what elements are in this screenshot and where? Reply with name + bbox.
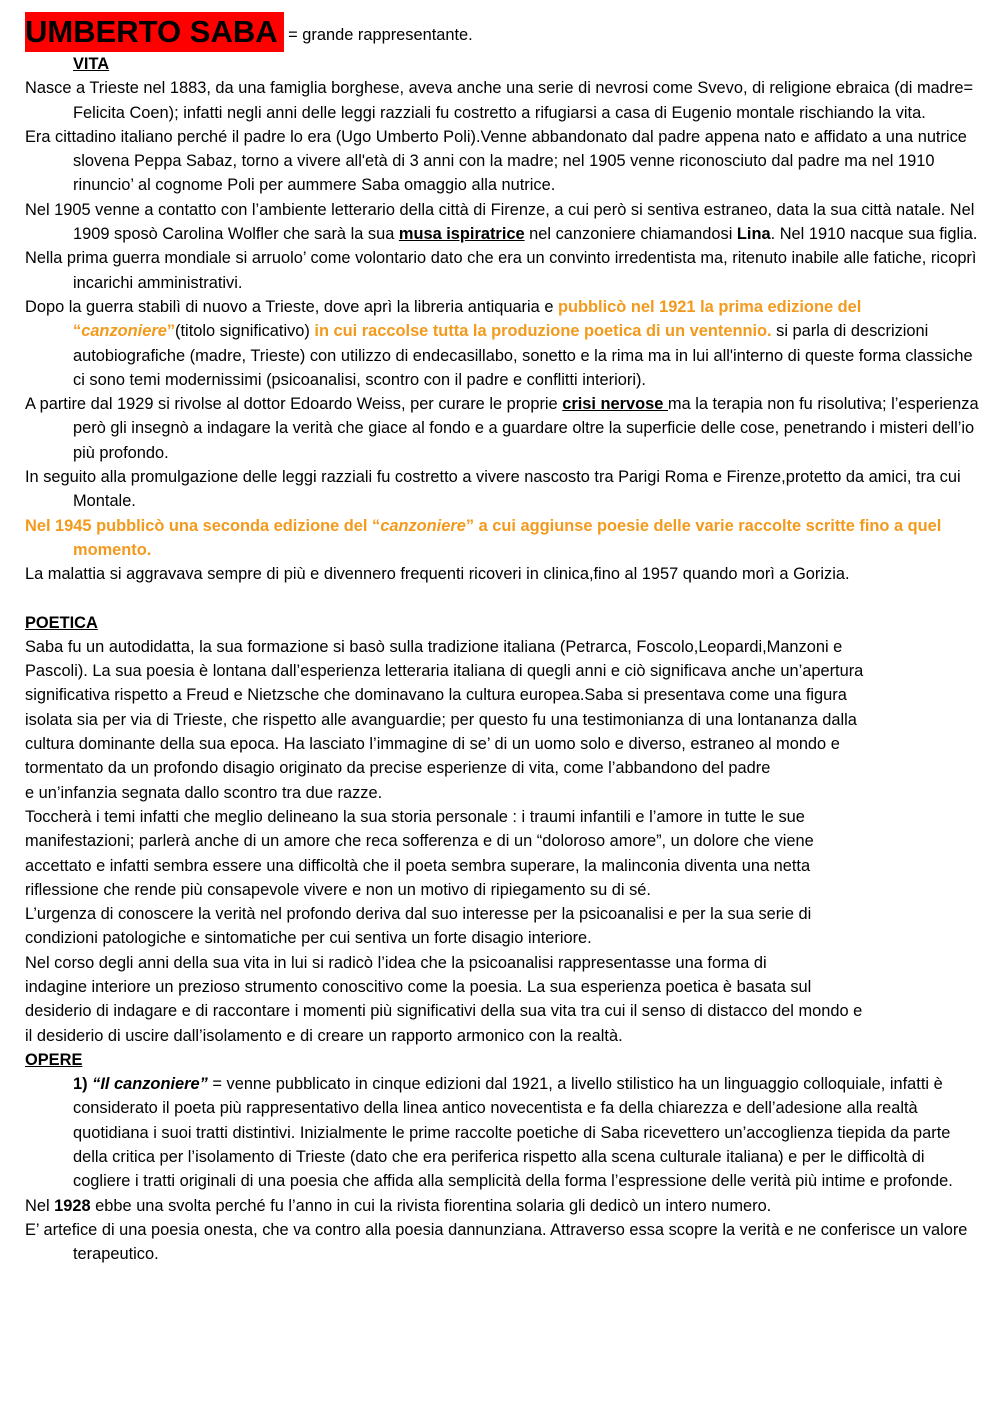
section-spacer	[25, 587, 980, 611]
opere-paragraph-3: E’ artefice di una poesia onesta, che va contro alla poesia dannunziana. Attraverso essa scopre la verità e ne conferisce un valore terapeutico.	[25, 1220, 968, 1264]
vita-paragraph-5: Dopo la guerra stabilì di nuovo a Trieste, dove aprì la libreria antiquaria e pubblicò nel 1921 la prima edizione del “canzoniere”(titolo significativo) in cui raccolse tutta la produzione poetica di un ventennio. si parla di descrizioni autobiografiche (madre, Trieste) con utilizzo di endecasillabo, sonetto e la rima ma in lui all'interno di queste forma classiche ci sono temi modernissimi (psicoanalisi, scontro con il padre e conflitti interiori).	[25, 297, 973, 389]
document-page	[25, 12, 980, 1267]
opere-item-title: “Il canzoniere”	[92, 1075, 208, 1094]
vita-paragraph-3: Nel 1905 venne a contatto con l’ambiente letterario della città di Firenze, a cui però si sentiva estraneo, data la sua città natale. Nel 1909 sposò Carolina Wolfler che sarà la sua musa ispiratrice nel canzoniere chiamandosi Lina. Nel 1910 nacque sua figlia.	[25, 200, 978, 244]
opere-item-1: 1) “Il canzoniere” = venne pubblicato in cinque edizioni dal 1921, a livello stilistico ha un linguaggio colloquiale, infatti è considerato il poeta più rappresentativo della linea antico novecentista e fa della chiarezza e dell’adesione alla realtà quotidiana i suoi tratti distintivi. Inizialmente le prime raccolte poetiche di Saba ricevettero un’accoglienza tiepida da parte della critica per l’isolamento di Trieste (dato che era periferica rispetto alla scena culturale italiana) e per le difficoltà di cogliere i tratti originali di una poesia che affida alla semplicità della forma l’espressione delle verità più intime e profonde.	[73, 1075, 953, 1191]
vita-paragraph-1: Nasce a Trieste nel 1883, da una famiglia borghese, aveva anche una serie di nevrosi come Svevo, di religione ebraica (di madre= Felicita Coen); infatti negli anni delle leggi razziali fu costretto a rifugiarsi a casa di Eugenio montale rischiando la vita.	[25, 79, 974, 122]
highlight-canzoniere: canzoniere	[81, 322, 167, 341]
document-title: UMBERTO SABA	[25, 12, 284, 52]
vita-paragraph-9: La malattia si aggravava sempre di più e divennero frequenti ricoveri in clinica,fino al 1957 quando morì a Gorizia.	[25, 565, 850, 584]
section-heading-poetica: POETICA	[25, 613, 98, 632]
emphasis-1928: 1928	[54, 1196, 91, 1215]
emphasis-musa-ispiratrice: musa ispiratrice	[398, 225, 525, 244]
section-heading-vita: VITA	[73, 55, 110, 73]
highlight-prima-edizione: pubblicò nel 1921 la prima edizione del “	[73, 297, 862, 341]
vita-paragraph-4: Nella prima guerra mondiale si arruolo’ come volontario dato che era un convinto irredentista ma, ritenuto inabile alle fatiche, ricoprì incarichi amministrativi.	[25, 249, 977, 292]
poetica-paragraph-2: Toccherà i temi infatti che meglio delineano la sua storia personale : i traumi infantili e l’amore in tutte le sue manifestazioni; parlerà anche di un amore che reca sofferenza e di un “doloroso amore”, un dolore che viene accettato e infatti sembra essere una difficoltà che il poeta sembra superare, la malinconia diventa una netta riflessione che rende più consapevole vivere e non un motivo di ripiegamento su di sé.	[25, 807, 814, 899]
title-subtext: = grande rappresentante.	[288, 26, 473, 44]
section-heading-opere: OPERE	[25, 1050, 83, 1069]
vita-paragraph-6: A partire dal 1929 si rivolse al dottor Edoardo Weiss, per curare le proprie crisi nervose ma la terapia non fu risolutiva; l’esperienza però gli insegnò a indagare la verità che giace al fondo e a guardare oltre la superficie delle cose, penetrando i misteri dell’io più profondo.	[25, 395, 979, 462]
title-row	[25, 12, 980, 52]
vita-paragraph-7: In seguito alla promulgazione delle leggi razziali fu costretto a vivere nascosto tra Parigi Roma e Firenze,protetto da amici, tra cui Montale.	[25, 468, 961, 511]
vita-paragraph-2: Era cittadino italiano perché il padre lo era (Ugo Umberto Poli).Venne abbandonato dal padre appena nato e affidato a una nutrice slovena Peppa Sabaz, torno a vivere all'età di 3 anni con la madre; nel 1905 venne riconosciuto dal padre ma nel 1910 rinuncio’ al cognome Poli per aummere Saba omaggio alla nutrice.	[25, 127, 967, 195]
opere-paragraph-2: Nel 1928 ebbe una svolta perché fu l’anno in cui la rivista fiorentina solaria gli dedicò un intero numero.	[25, 1196, 772, 1215]
poetica-paragraph-1: Saba fu un autodidatta, la sua formazione si basò sulla tradizione italiana (Petrarca, Foscolo,Leopardi,Manzoni e Pascoli). La sua poesia è lontana dall’esperienza letteraria italiana di quegli anni e ciò significava anche un’apertura significativa rispetto a Freud e Nietzsche che dominavano la cultura europea.Saba si presentava come una figura isolata sia per via di Trieste, che rispetto alle avanguardie; per questo fu una testimonianza di una lontananza dalla cultura dominante della sua epoca. Ha lasciato l’immagine di se’ di un uomo solo e diverso, estraneo al mondo e tormentato da un profondo disagio originato da precise esperienze di vita, come l’abbandono del padre e un’infanzia segnata dallo scontro tra due razze.	[25, 637, 864, 802]
emphasis-crisi-nervose: crisi nervose	[562, 395, 668, 414]
vita-paragraph-8: Nel 1945 pubblicò una seconda edizione del “canzoniere” a cui aggiunse poesie delle varie raccolte scritte fino a quel momento.	[25, 516, 942, 559]
emphasis-lina: Lina	[736, 225, 771, 244]
opere-item-number: 1)	[73, 1075, 93, 1094]
highlight-ventennio: in cui raccolse tutta la produzione poetica di un ventennio.	[314, 322, 772, 341]
poetica-paragraph-4: Nel corso degli anni della sua vita in lui si radicò l’idea che la psicoanalisi rappresentasse una forma di indagine interiore un prezioso strumento conoscitivo come la poesia. La sua esperienza poetica è basata sul desiderio di indagare e di raccontare i momenti più significativi della sua vita tra cui il senso di distacco del mondo e il desiderio di uscire dall’isolamento e di creare un rapporto armonico con la realtà.	[25, 953, 863, 1045]
poetica-paragraph-3: L’urgenza di conoscere la verità nel profondo deriva dal suo interesse per la psicoanalisi e per la sua serie di condizioni patologiche e sintomatiche per cui sentiva un forte disagio interiore.	[25, 905, 812, 948]
